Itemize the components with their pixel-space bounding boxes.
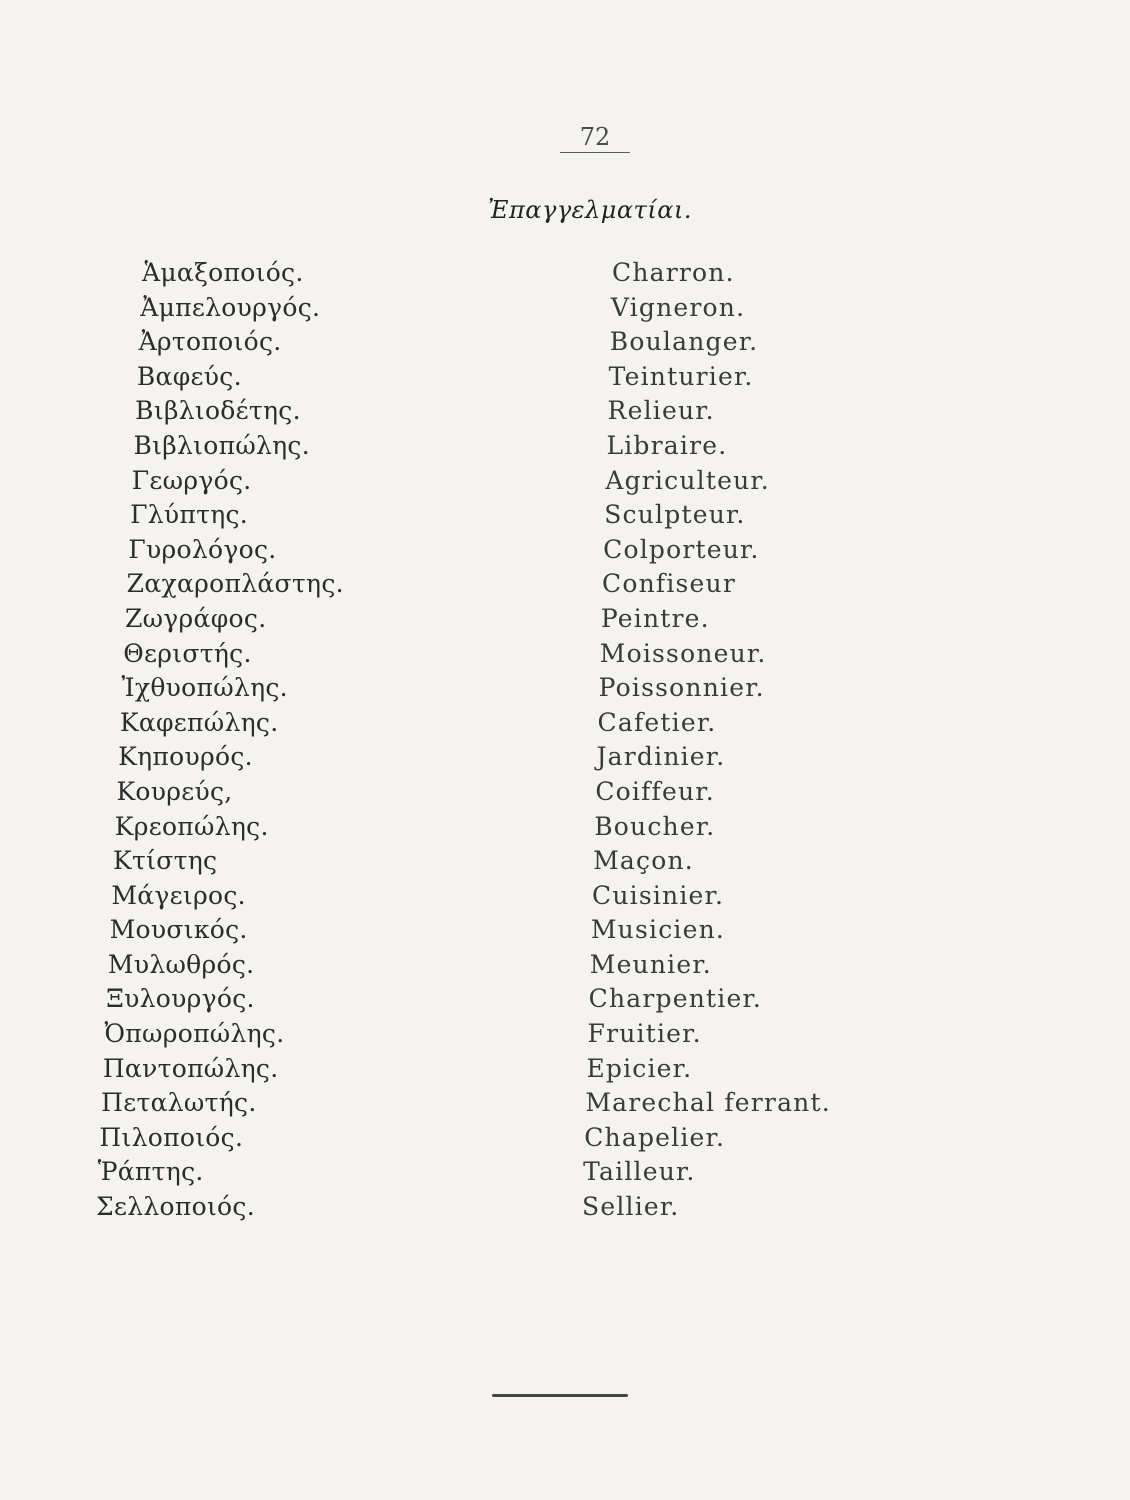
greek-term: Βιβλιοπώλης.: [133, 430, 310, 460]
french-term: Musicien.: [590, 915, 726, 945]
glossary-entry: [0, 533, 1130, 568]
french-term: Confiseur: [602, 569, 737, 599]
glossary-entry: [0, 498, 1130, 533]
greek-term: Ζωγράφος.: [124, 603, 267, 633]
greek-term: Ῥάπτης.: [97, 1157, 204, 1187]
glossary-entry: [0, 948, 1130, 983]
greek-term: Ὀπωροπώλης.: [104, 1019, 285, 1049]
greek-term: Πιλοποιός.: [99, 1122, 244, 1152]
bottom-rule: [492, 1394, 628, 1397]
greek-term: Βαφεύς.: [136, 361, 242, 391]
greek-term: Ξυλουργός.: [106, 984, 255, 1014]
greek-term: Μυλωθρός.: [107, 949, 255, 979]
greek-term: Γεωργός.: [131, 465, 252, 495]
french-term: Teinturier.: [608, 361, 754, 391]
french-term: Poissonnier.: [598, 673, 765, 703]
greek-term: Ἀρτοποιός.: [138, 327, 282, 357]
french-term: Sculpteur.: [604, 500, 746, 530]
french-term: Libraire.: [606, 430, 728, 460]
glossary-entry: [0, 740, 1130, 775]
greek-term: Ἁμαξοποιός.: [142, 258, 304, 287]
french-term: Moissoneur.: [599, 638, 767, 668]
greek-term: Καφεπώλης.: [119, 707, 279, 737]
greek-term: Ζαχαροπλάστης.: [126, 569, 344, 599]
glossary-entry: [0, 775, 1130, 810]
french-term: Boucher.: [594, 811, 716, 841]
french-term: Vigneron.: [610, 292, 746, 322]
glossary-entry: [0, 810, 1130, 845]
greek-term: Θεριστής.: [123, 638, 252, 668]
glossary-entry: [0, 464, 1130, 499]
french-term: Chapelier.: [584, 1122, 726, 1152]
french-term: Relieur.: [607, 396, 715, 426]
french-term: Peintre.: [600, 603, 710, 633]
french-term: Maçon.: [593, 846, 694, 876]
glossary-entry: [0, 291, 1130, 326]
greek-term: Πεταλωτής.: [101, 1088, 257, 1118]
glossary-entry: [0, 567, 1130, 602]
french-term: Tailleur.: [583, 1157, 696, 1187]
greek-term: Βιβλιοδέτης.: [135, 396, 301, 426]
glossary-entry: [0, 913, 1130, 948]
greek-term: Κουρεύς,: [116, 776, 233, 806]
french-term: Boulanger.: [609, 327, 759, 357]
glossary-entry: [0, 1017, 1130, 1052]
french-term: Cuisinier.: [592, 880, 725, 910]
glossary-entry: [0, 879, 1130, 914]
glossary-entry: [0, 1086, 1130, 1121]
glossary-entry: [0, 1190, 1130, 1225]
greek-term: Γλύπτης.: [130, 500, 249, 530]
glossary-entry: [0, 360, 1130, 395]
greek-term: Παντοπώλης.: [102, 1053, 279, 1083]
french-term: Cafetier.: [597, 707, 717, 737]
french-term: Jardinier.: [596, 742, 726, 772]
greek-term: Κτίστης: [113, 846, 218, 876]
french-term: Colporteur.: [603, 534, 760, 564]
glossary-entry: [0, 602, 1130, 637]
greek-term: Σελλοποιός.: [96, 1192, 255, 1222]
occupation-glossary: [0, 256, 1130, 1225]
greek-term: Γυρολόγος.: [128, 534, 277, 564]
french-term: Agriculteur.: [605, 465, 770, 495]
glossary-entry: [0, 1155, 1130, 1190]
page-number: 72: [560, 122, 630, 153]
french-term: Coiffeur.: [595, 776, 715, 806]
french-term: Fruitier.: [587, 1019, 702, 1049]
greek-term: Κρεοπώλης.: [114, 811, 269, 841]
page-heading: Ἐπαγγελματίαι.: [488, 196, 692, 224]
french-term: Charron.: [612, 258, 735, 287]
glossary-entry: [0, 982, 1130, 1017]
glossary-entry: [0, 844, 1130, 879]
glossary-entry: [0, 325, 1130, 360]
glossary-entry: [0, 1052, 1130, 1087]
glossary-entry: [0, 429, 1130, 464]
greek-term: Ἰχθυοπώλης.: [121, 673, 288, 703]
greek-term: Ἀμπελουργός.: [140, 292, 321, 322]
french-term: Meunier.: [589, 949, 712, 979]
glossary-entry: [0, 706, 1130, 741]
glossary-entry: [0, 671, 1130, 706]
greek-term: Μουσικός.: [109, 915, 248, 945]
glossary-entry: [0, 637, 1130, 672]
french-term: Sellier.: [582, 1192, 680, 1222]
french-term: Marechal ferrant.: [585, 1088, 831, 1118]
french-term: Epicier.: [586, 1053, 693, 1083]
greek-term: Μάγειρος.: [111, 880, 246, 910]
greek-term: Κηπουρός.: [118, 742, 253, 772]
glossary-entry: [0, 1121, 1130, 1156]
glossary-entry: [0, 394, 1130, 429]
glossary-entry: [0, 256, 1130, 291]
french-term: Charpentier.: [588, 984, 763, 1014]
